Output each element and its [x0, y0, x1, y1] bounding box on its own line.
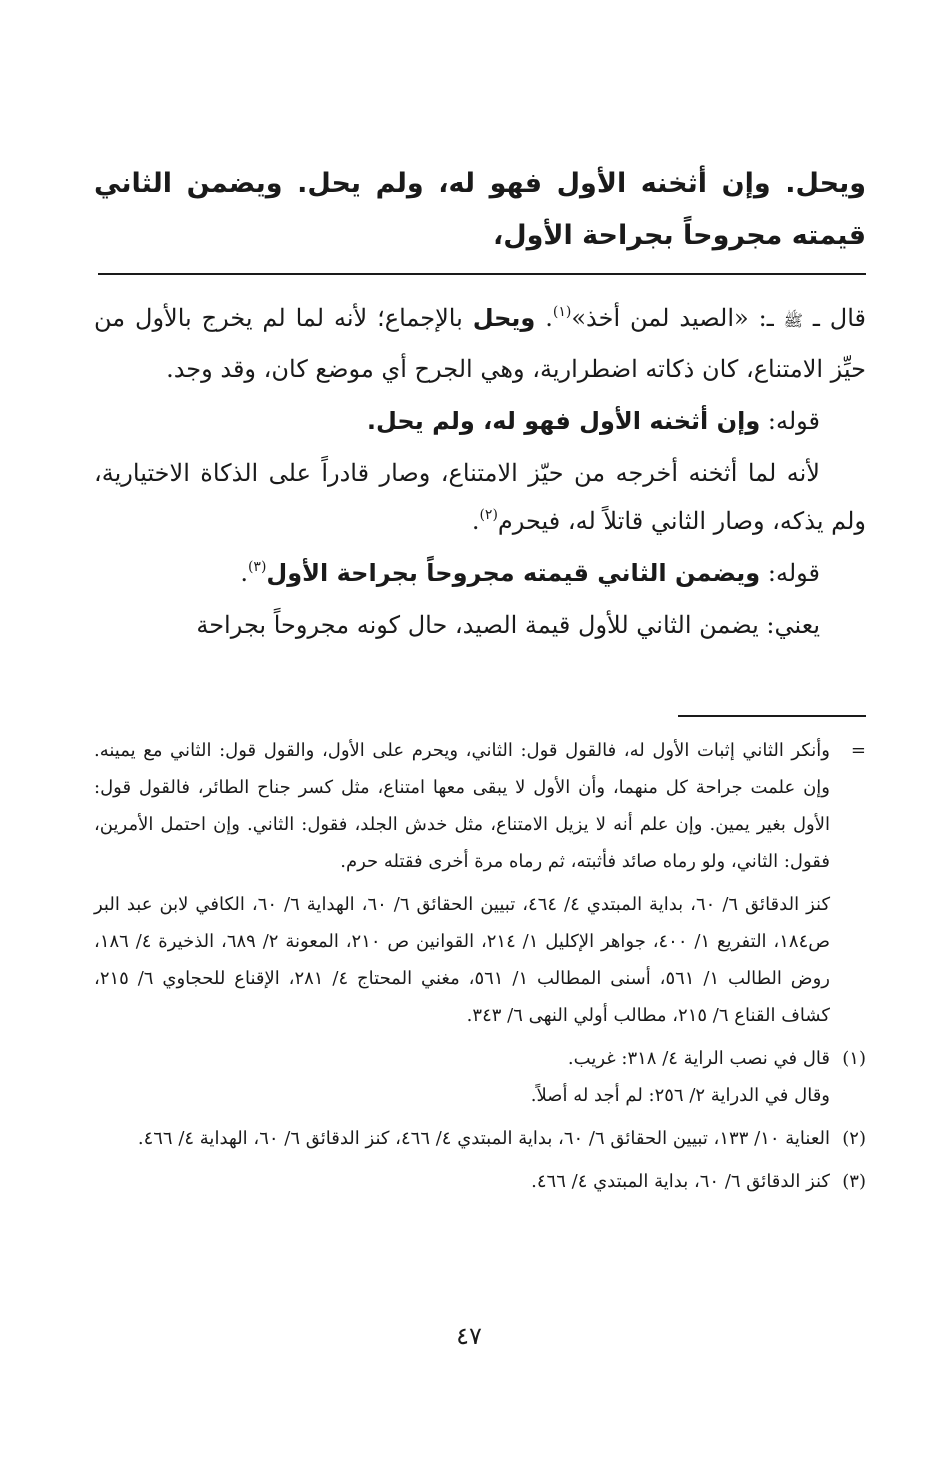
- matn-quote-yahill: ويحل: [472, 304, 536, 332]
- matn-quote: ويضمن الثاني قيمته مجروحاً بجراحة الأول: [266, 559, 761, 587]
- footnote-separator-rule: [678, 715, 866, 717]
- commentary-paragraph-2: [94, 397, 866, 445]
- footnote-ref-2[interactable]: (٢): [479, 507, 498, 523]
- commentary-body: [94, 294, 866, 649]
- footnote-1: [94, 1040, 866, 1114]
- footnote-marker-2: (٢): [842, 1128, 866, 1149]
- hadith-quote: ـ: «الصيد لمن أخذ»: [571, 304, 784, 332]
- footnote-3: [94, 1163, 866, 1200]
- matn-separator-rule: [98, 273, 866, 275]
- footnote-ref-3[interactable]: (٣): [247, 559, 267, 575]
- matn-text: ويحل. وإن أثخنه الأول فهو له، ولم يحل. ويضمن الثاني قيمته مجروحاً بجراحة الأول،: [94, 168, 866, 251]
- page-number: ٤٧: [456, 1322, 482, 1350]
- salawat-symbol: ﷺ: [783, 311, 803, 330]
- footnotes: [94, 732, 866, 1200]
- commentary-text: لأنه لما أثخنه أخرجه من حيّز الامتناع، وصار قادراً على الذكاة الاختيارية، ولم يذكه، وصار الثاني قاتلاً له، فيحرم: [94, 459, 866, 535]
- qawluhu-label: قوله:: [760, 407, 820, 435]
- footnote-text: وأنكر الثاني إثبات الأول له، فالقول قول: الثاني، ويحرم على الأول، والقول قول: الثاني مع يمينه. وإن علمت جراحة كل منهما، وأن الأول لا يبقى معها امتناع، مثل كسر جناح الطائر، فالقول قول: الأول بغير يمين. وإن علم أنه لا يزيل الامتناع، مثل خدش الجلد، فقول: الثاني. وإن احتمل الأمرين، فقول: الثاني، ولو رماه صائد فأثبته، ثم رماه مرة أخرى فقتله حرم.: [94, 740, 830, 872]
- commentary-paragraph-5: يعني: يضمن الثاني للأول قيمة الصيد، حال كونه مجروحاً بجراحة: [196, 611, 820, 639]
- footnote-ref-1[interactable]: (١): [552, 304, 572, 320]
- commentary-paragraph-3: [94, 449, 866, 545]
- matn-quote: وإن أثخنه الأول فهو له، ولم يحل.: [366, 407, 761, 435]
- footnote-continued: [94, 732, 866, 880]
- footnote-text: العناية ١٠/ ١٣٣، تبيين الحقائق ٦/ ٦٠، بداية المبتدي ٤/ ٤٦٦، كنز الدقائق ٦/ ٦٠، الهداية ٤/ ٤٦٦.: [137, 1128, 830, 1149]
- commentary-paragraph-4: [94, 549, 866, 597]
- footnote-1-line-1: قال في نصب الراية ٤/ ٣١٨: غريب.: [567, 1048, 830, 1069]
- footnote-text: كنز الدقائق ٦/ ٦٠، بداية المبتدي ٤/ ٤٦٦.: [531, 1171, 830, 1192]
- qawluhu-label: قوله:: [760, 559, 820, 587]
- commentary-text: بالإجماع؛ لأنه لما لم يخرج بالأول من حيِّز الامتناع، كان ذكاته اضطرارية، وهي الجرح أي موضع كان، وقد وجد.: [94, 304, 866, 383]
- footnote-sources: [94, 886, 866, 1034]
- punctuation: .: [471, 507, 480, 535]
- footnote-text: كنز الدقائق ٦/ ٦٠، بداية المبتدي ٤/ ٤٦٤، تبيين الحقائق ٦/ ٦٠، الهداية ٦/ ٦٠، الكافي لابن عبد البر ص١٨٤، التفريع ١/ ٤٠٠، جواهر الإكليل ١/ ٢١٤، القوانين ص ٢١٠، المعونة ٢/ ٦٨٩، الذخيرة ٤/ ١٨٦، روض الطالب ١/ ٥٦١، أسنى المطالب ١/ ٥٦١، مغني المحتاج ٤/ ٢٨١، الإقناع للحجاوي ٦/ ٢١٥، كشاف القناع ٦/ ٢١٥، مطالب أولي النهى ٦/ ٣٤٣.: [94, 894, 831, 1026]
- footnote-2: [94, 1120, 866, 1157]
- punctuation: .: [240, 559, 248, 587]
- quote-intro: قال ـ: [802, 304, 867, 332]
- punctuation: .: [535, 304, 553, 332]
- commentary-paragraph-1: [94, 294, 866, 393]
- footnote-1-line-2: وقال في الدراية ٢/ ٢٥٦: لم أجد له أصلاً.: [530, 1085, 830, 1106]
- continuation-marker: =: [850, 740, 866, 761]
- footnote-marker-1: (١): [842, 1048, 866, 1069]
- footnote-marker-3: (٣): [842, 1171, 866, 1192]
